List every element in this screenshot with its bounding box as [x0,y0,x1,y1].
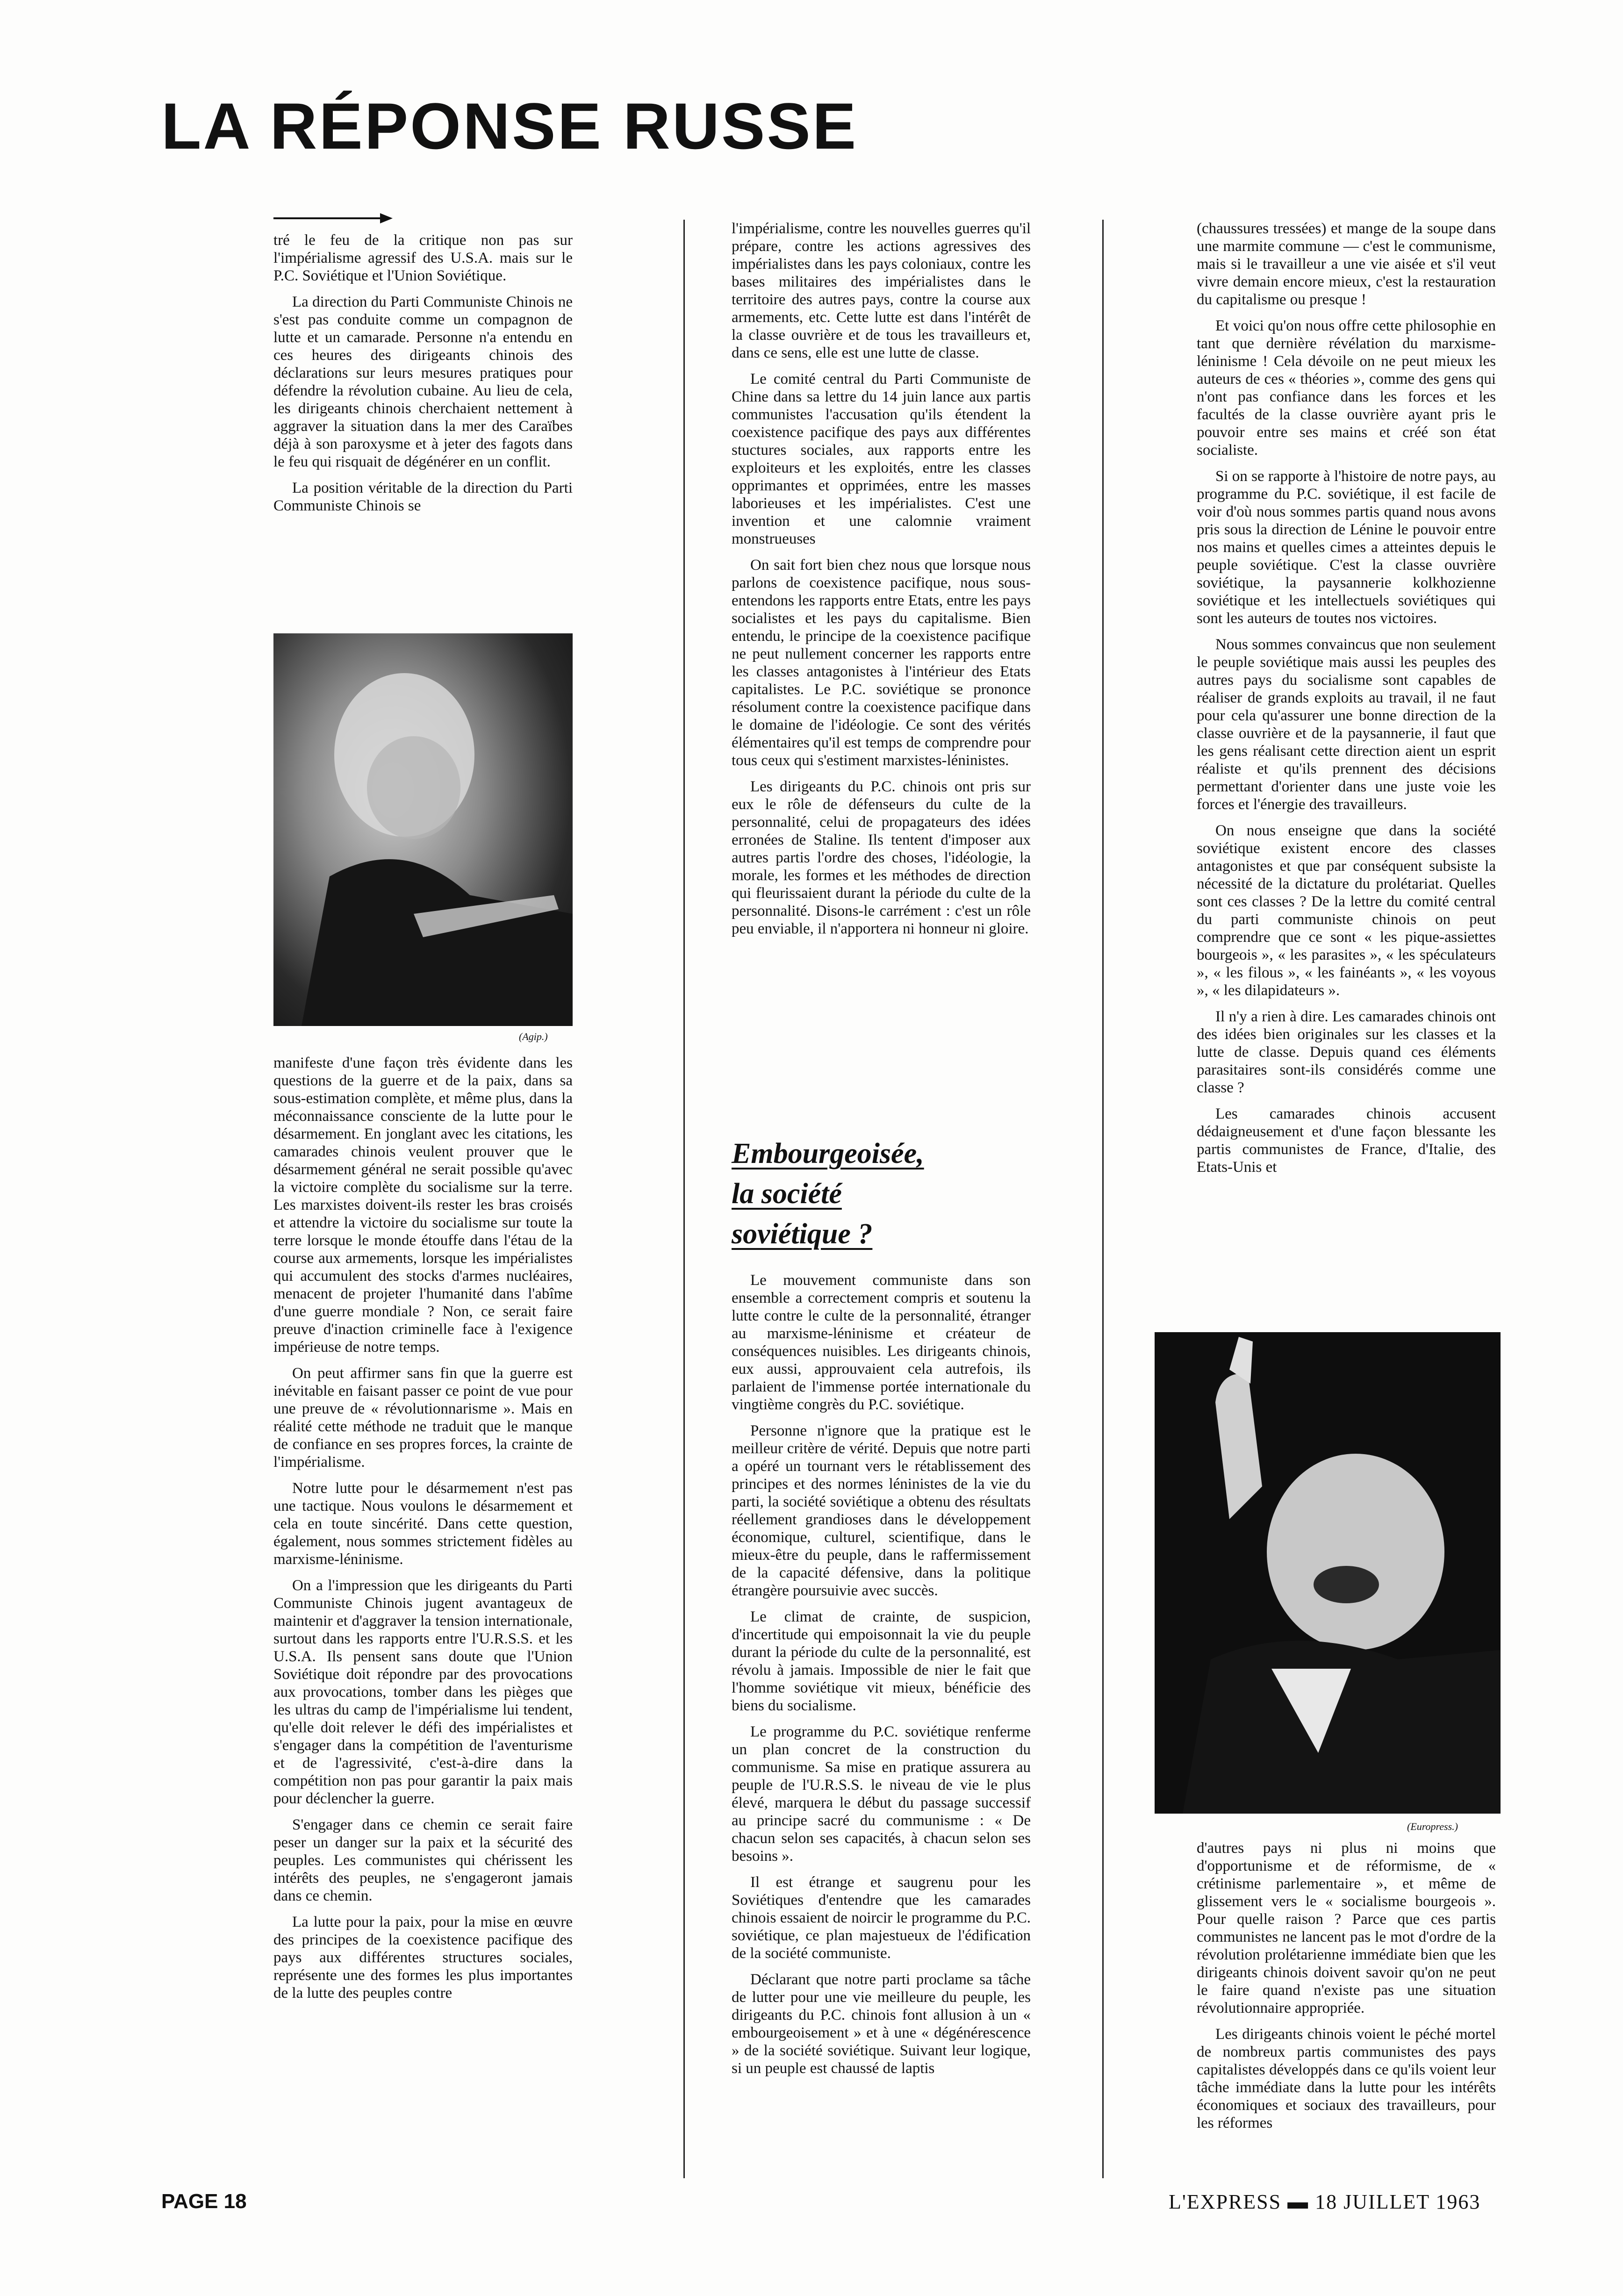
photo-khrushchev-pointing [273,633,573,1026]
paragraph: La position véritable de la direction du Parti Communiste Chinois se [273,480,573,514]
paragraph: Les dirigeants chinois voient le péché mortel de nombreux partis communistes des pays capitalistes développés dans ce qu'ils voient leur tâche immédiate dans la lutte pour les intérêts économiques et sociaux des travailleurs, pour les réformes [1197,2026,1496,2131]
paragraph: On sait fort bien chez nous que lorsque nous parlons de coexistence pacifique, nous sous-entendons les rapports entre Etats, entre les pays socialistes et les pays du capitalisme. Bien entendu, le principe de la coexistence pacifique ne peut nullement concerner les rapports entre les classes antagonistes à l'intérieur des Etats capitalistes. Le P.C. soviétique se prononce résolument contre la coexistence pacifique dans le domaine de l'idéologie. Ce sont des vérités élémentaires qu'il est temps de comprendre pour tous ceux qui s'estiment marxistes-léninistes. [732,557,1031,769]
paragraph: Et voici qu'on nous offre cette philosophie en tant que dernière révélation du marxisme-léninisme ! Cela dévoile on ne peut mieux les auteurs de ces « théories », comme des gens qui n'ont pas confiance dans les forces et les facultés de la classe ouvrière ayant pris le pouvoir entre ses mains et créé son état socialiste. [1197,317,1496,459]
paragraph: Si on se rapporte à l'histoire de notre pays, au programme du P.C. soviétique, il est facile de voir d'où nous sommes partis quand nous avons pris sous la direction de Lénine le pouvoir entre nos mains et quelles cimes a atteintes depuis le peuple soviétique. C'est la classe ouvrière soviétique, la paysannerie kolkhozienne soviétique et les intellectuels soviétiques qui sont les auteurs de toutes nos victoires. [1197,468,1496,627]
photo-credit: (Agip.) [519,1031,548,1042]
column-divider [1102,220,1104,2178]
publication-name: L'EXPRESS [1169,2190,1282,2213]
subheading [732,1134,993,1254]
photo-silhouette [1155,1332,1501,1814]
footer-bullet-icon: ▬ [1287,2190,1315,2213]
footer-publication [1169,2190,1480,2214]
paragraph: l'impérialisme, contre les nouvelles guerres qu'il prépare, contre les actions agressives des impérialistes dans les pays coloniaux, contre les bases militaires des impérialistes dans le territoire des autres pays, contre la course aux armements, etc. Cette lutte est dans l'intérêt de la classe ouvrière et de tous les travailleurs et, dans ce sens, elle est une lutte de classe. [732,220,1031,361]
paragraph: d'autres pays ni plus ni moins que d'opportunisme et de réformisme, de « crétinisme parlementaire », et même de glissement vers le « socialisme bourgeois ». Pour quelle raison ? Parce que ces partis communistes ne lancent pas le mot d'ordre de la révolution prolétarienne immédiate bien que les dirigeants chinois doivent savoir qu'on ne peut le faire quand n'existe pas une situation révolutionnaire appropriée. [1197,1840,1496,2016]
paragraph: On a l'impression que les dirigeants du Parti Communiste Chinois jugent avantageux de maintenir et d'aggraver la tension internationale, surtout dans les rapports entre l'U.R.S.S. et les U.S.A. Ils pensent sans doute que l'Union Soviétique doit répondre par des provocations aux provocations, tomber dans les pièges que les ultras du camp de l'impérialisme lui tendent, qu'elle doit relever le défi des impérialistes et s'engager dans la compétition de l'aventurisme et de l'agressivité, c'est-à-dire dans la compétition non pas pour garantir la paix mais pour déclencher la guerre. [273,1577,573,1807]
paragraph: Le mouvement communiste dans son ensemble a correctement compris et soutenu la lutte contre le culte de la personnalité, étranger au marxisme-léninisme et créateur de conséquences nuisibles. Les dirigeants chinois, eux aussi, approuvaient cela autrefois, ils parlaient de l'immense portée internationale du vingtième congrès du P.C. soviétique. [732,1272,1031,1413]
paragraph: La lutte pour la paix, pour la mise en œuvre des principes de la coexistence pacifique des pays aux différentes structures sociales, représente une des formes les plus importantes de la lutte des peuples contre [273,1914,573,2002]
paragraph: La direction du Parti Communiste Chinois ne s'est pas conduite comme un compagnon de lutte et un camarade. Personne n'a entendu en ces heures des dirigeants chinois des déclarations sur leurs mesures pratiques pour défendre la révolution cubaine. Au lieu de cela, les dirigeants chinois cherchaient nettement à aggraver la situation dans la mer des Caraïbes déjà à son paroxysme et à jeter des fagots dans le feu qui risquait de dégénérer en un conflit. [273,294,573,470]
column-2-bottom [732,1271,1031,2174]
column-3-top [1197,220,1496,1327]
issue-date: 18 JUILLET 1963 [1315,2190,1481,2213]
paragraph: Nous sommes convaincus que non seulement le peuple soviétique mais aussi les peuples des autres pays du socialisme sont capables de réaliser de grands exploits au travail, il ne faut pour cela qu'assurer une bonne direction de la classe ouvrière et de la paysannerie, il faut que les gens réalisant cette direction aient un esprit réaliste et qu'ils prennent des décisions permettant d'orienter dans une juste voie les forces et l'énergie des travailleurs. [1197,636,1496,813]
paragraph: S'engager dans ce chemin ce serait faire peser un danger sur la paix et la sécurité des peuples. Les communistes qui chérissent les intérêts des peuples, ne s'engageront jamais dans ce chemin. [273,1816,573,1904]
column-1-top [273,231,573,629]
paragraph: Il n'y a rien à dire. Les camarades chinois ont des idées bien originales sur les classes et la lutte de classe. Depuis quand ces éléments parasitaires sont-ils considérés comme une classe ? [1197,1008,1496,1096]
column-1-bottom [273,1054,573,2167]
subheading-line: la société [732,1178,842,1210]
page-title: LA RÉPONSE RUSSE [161,89,858,163]
subheading-line: soviétique ? [732,1218,873,1250]
paragraph: Il est étrange et saugrenu pour les Soviétiques d'entendre que les camarades chinois essaient de noircir le programme du P.C. soviétique, ce plan majestueux de l'édification de la société communiste. [732,1874,1031,1962]
page-number: PAGE 18 [161,2190,247,2213]
continuation-arrow-icon [273,211,393,225]
column-divider [683,220,685,2178]
paragraph: manifeste d'une façon très évidente dans les questions de la guerre et de la paix, dans sa sous-estimation complète, et même plus, dans la méconnaissance consciente de la lutte pour le désarmement. En jonglant avec les citations, les camarades chinois veulent prouver que le désarmement général ne serait possible qu'avec la victoire complète du socialisme sur la terre. Les marxistes doivent-ils rester les bras croisés et attendre la victoire du socialisme sur toute la terre lorsque le monde étouffe dans l'étau de la course aux armements, lorsque les impérialistes qui accumulent des stocks d'armes nucléaires, menacent de projeter l'humanité dans l'abîme d'une guerre mondiale ? Non, ce serait faire preuve d'inaction criminelle face à l'exigence impérieuse de notre temps. [273,1055,573,1356]
paragraph: On peut affirmer sans fin que la guerre est inévitable en faisant passer ce point de vue pour une preuve de « révolutionnarisme ». Mais en réalité cette méthode ne traduit que le manque de confiance en ses propres forces, la crainte de l'impérialisme. [273,1365,573,1471]
column-3-bottom [1197,1839,1496,2176]
paragraph: Le comité central du Parti Communiste de Chine dans sa lettre du 14 juin lance aux partis communistes l'accusation qu'ils étendent la coexistence pacifique des pays aux différentes stuctures sociales, aux rapports entre les exploiteurs et les exploités, entre les classes opprimantes et opprimées, entre les masses laborieuses et les impérialistes. C'est une invention et une calomnie vraiment monstrueuses [732,371,1031,547]
paragraph: Personne n'ignore que la pratique est le meilleur critère de vérité. Depuis que notre parti a opéré un tournant vers le rétablissement des principes et des normes léninistes de la vie du parti, la société soviétique a obtenu des résultats réellement grandioses dans le développement économique, culturel, scientifique, dans le mieux-être du peuple, dans le raffermissement de la capacité défensive, dans la politique étrangère poursuivie avec succès. [732,1422,1031,1599]
subheading-line: Embourgeoisée, [732,1138,924,1170]
column-2-top [732,220,1031,1098]
paragraph: Le climat de crainte, de suspicion, d'incertitude qui empoisonnait la vie du peuple durant la période du culte de la personnalité, est révolu à jamais. Impossible de nier le fait que l'homme soviétique vit mieux, bénéficie des biens du socialisme. [732,1608,1031,1714]
photo-silhouette [273,633,573,1026]
paragraph: Les camarades chinois accusent dédaigneusement et d'une façon blessante les partis communistes de France, d'Italie, des Etats-Unis et [1197,1105,1496,1176]
photo-khrushchev-speaking [1155,1332,1501,1814]
photo-credit: (Europress.) [1407,1821,1458,1832]
paragraph: Déclarant que notre parti proclame sa tâche de lutter pour une vie meilleure du peuple, les dirigeants du P.C. chinois font allusion à un « embourgeoisement » et à une « dégénérescence » de la société soviétique. Suivant leur logique, si un peuple est chaussé de laptis [732,1971,1031,2077]
paragraph: On nous enseigne que dans la société soviétique existent encore des classes antagonistes et que par conséquent subsiste la nécessité de la dictature du prolétariat. Quelles sont ces classes ? De la lettre du comité central du parti communiste chinois on peut comprendre que ce sont « les pique-assiettes bourgeois », « les parasites », « les spéculateurs », « les filous », « les fainéants », « les voyous », « les dilapidateurs ». [1197,822,1496,999]
paragraph: tré le feu de la critique non pas sur l'impérialisme agressif des U.S.A. mais sur le P.C. Soviétique et l'Union Soviétique. [273,232,573,284]
paragraph: Les dirigeants du P.C. chinois ont pris sur eux le rôle de défenseurs du culte de la personnalité, celui de propagateurs des idées erronées de Staline. Ils tentent d'imposer aux autres partis l'ordre des choses, l'idéologie, la morale, les formes et les méthodes de direction qui fleurissaient durant la période du culte de la personnalité. Disons-le carrément : c'est un rôle peu enviable, il n'apportera ni honneur ni gloire. [732,778,1031,937]
paragraph: Le programme du P.C. soviétique renferme un plan concret de la construction du communisme. Sa mise en pratique assurera au peuple de l'U.R.S.S. le niveau de vie le plus élevé, marquera le début du passage successif au principe sacré du communisme : « De chacun selon ses capacités, à chacun selon ses besoins ». [732,1723,1031,1865]
paragraph: Notre lutte pour le désarmement n'est pas une tactique. Nous voulons le désarmement et cela en toute sincérité. Dans cette question, également, nous sommes strictement fidèles au marxisme-léninisme. [273,1480,573,1568]
paragraph: (chaussures tressées) et mange de la soupe dans une marmite commune — c'est le communisme, mais si le travailleur a une vie aisée et s'il veut vivre demain encore mieux, c'est la restauration du capitalisme ou presque ! [1197,220,1496,308]
